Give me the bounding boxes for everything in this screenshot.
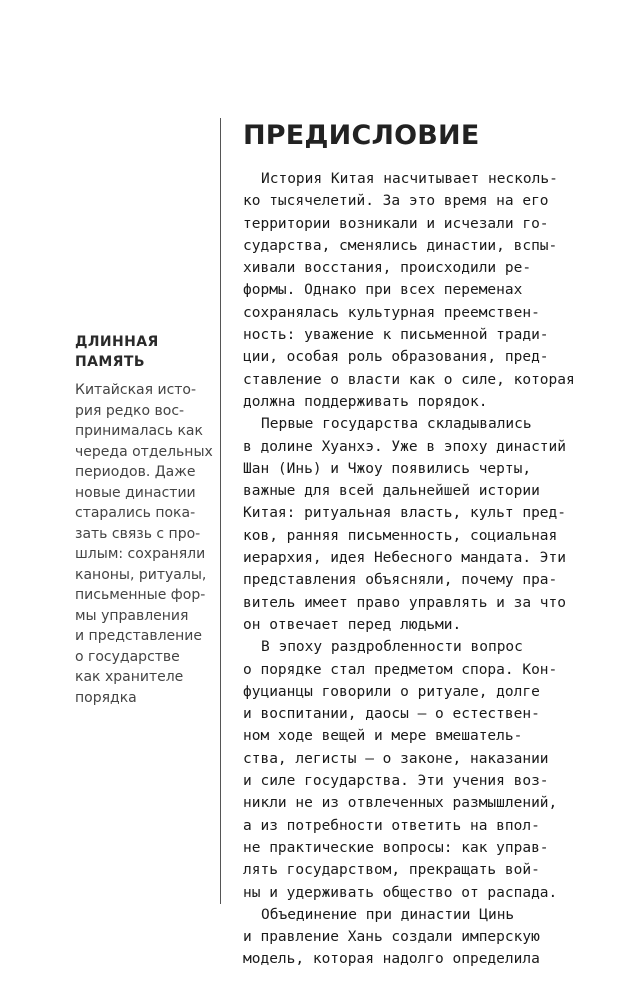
paragraph xyxy=(243,168,575,413)
sidebar-text-line: порядка xyxy=(75,689,137,706)
text-line: фуцианцы говорили о ритуале, долге xyxy=(243,683,540,700)
text-line: витель имеет право управлять и за что xyxy=(243,594,567,611)
text-line: ность: уважение к письменной тради- xyxy=(243,327,549,344)
sidebar-text-line: череда отдельных xyxy=(75,443,213,460)
text-line: и воспитании, даосы — о естествен- xyxy=(243,706,540,723)
text-line: не практические вопросы: как управ- xyxy=(243,839,549,856)
text-line: и силе государства. Эти учения воз- xyxy=(243,773,549,790)
text-line: ном ходе вещей и мере вмешатель- xyxy=(243,728,523,745)
text-line: никли не из отвлеченных размышлений, xyxy=(243,795,558,812)
text-line: формы. Однако при всех переменах xyxy=(243,282,523,299)
text-line: ставление о власти как о силе, которая xyxy=(243,371,575,388)
text-line: и правление Хань создали имперскую xyxy=(243,929,540,946)
text-line: Китая: ритуальная власть, культ пред- xyxy=(243,505,567,522)
text-line: ны и удерживать общество от распада. xyxy=(243,884,558,901)
text-line: территории возникали и исчезали го- xyxy=(243,215,549,232)
column-divider xyxy=(220,118,221,904)
text-line: сударства, сменялись династии, вспы- xyxy=(243,237,558,254)
sidebar-text-line: как хранителе xyxy=(75,669,184,685)
text-line: в долине Хуанхэ. Уже в эпоху династий xyxy=(243,438,567,455)
sidebar-text-line: старались пока- xyxy=(75,505,196,521)
sidebar-text-line: мы управления xyxy=(75,607,189,624)
text-line: а из потребности ответить на впол- xyxy=(243,817,540,834)
sidebar-title xyxy=(75,332,215,372)
text-line: о порядке стал предметом спора. Кон- xyxy=(243,661,558,678)
text-line: Шан (Инь) и Чжоу появились черты, xyxy=(243,460,532,477)
sidebar-text-line: шлым: сохраняли xyxy=(75,546,206,562)
main-text xyxy=(243,168,575,971)
text-line: модель, которая надолго определила xyxy=(243,951,540,968)
sidebar-body xyxy=(75,380,215,708)
paragraph xyxy=(243,413,567,636)
text-line: должна поддерживать порядок. xyxy=(243,393,488,410)
sidebar-title-line: ПАМЯТЬ xyxy=(75,354,145,370)
text-line: Первые государства складывались xyxy=(261,416,532,433)
sidebar-text-line: периодов. Даже xyxy=(75,464,196,480)
sidebar-text-line: и представление xyxy=(75,628,202,644)
text-line: ции, особая роль образования, пред- xyxy=(243,349,549,366)
sidebar-title-line: ДЛИННАЯ xyxy=(75,334,159,350)
text-line: Объединение при династии Цинь xyxy=(261,906,515,923)
text-line: представления объясняли, почему пра- xyxy=(243,572,558,589)
sidebar-text-line: зать связь с про- xyxy=(75,525,201,542)
sidebar-text-line: новые династии xyxy=(75,484,196,501)
sidebar-text-line: о государстве xyxy=(75,648,180,665)
paragraph xyxy=(243,636,558,904)
text-line: ства, легисты — о законе, наказании xyxy=(243,750,549,767)
page-title: ПРЕДИСЛОВИЕ xyxy=(243,120,480,151)
text-line: лять государством, прекращать вой- xyxy=(243,862,540,879)
text-line: иерархия, идея Небесного мандата. Эти xyxy=(243,550,567,567)
sidebar-text-line: Китайская исто- xyxy=(75,382,197,398)
text-line: важные для всей дальнейшей истории xyxy=(243,483,540,500)
text-line: он отвечает перед людьми. xyxy=(243,616,462,633)
text-line: ко тысячелетий. За это время на его xyxy=(243,193,549,210)
text-line: хивали восстания, происходили ре- xyxy=(243,260,532,277)
text-line: В эпоху раздробленности вопрос xyxy=(261,639,523,656)
sidebar-text-line: рия редко вос- xyxy=(75,402,185,419)
text-line: сохранялась культурная преемствен- xyxy=(243,304,540,321)
sidebar-text-line: принималась как xyxy=(75,423,203,439)
text-line: ков, ранняя письменность, социальная xyxy=(243,527,558,544)
text-line: История Китая насчитывает несколь- xyxy=(261,171,558,187)
sidebar-text-line: каноны, ритуалы, xyxy=(75,566,207,583)
paragraph xyxy=(243,904,549,971)
sidebar-text-line: письменные фор- xyxy=(75,587,206,603)
